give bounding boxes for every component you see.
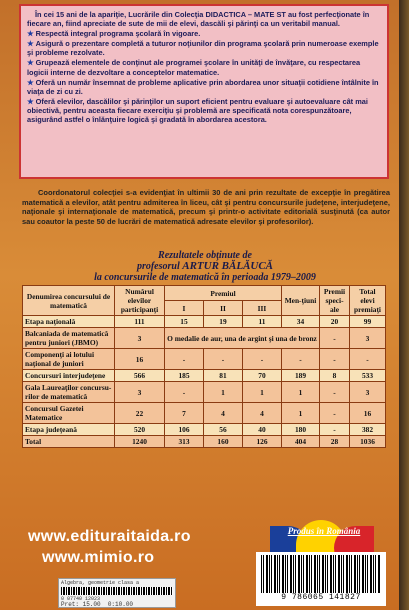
author-name: ARTUR BĂLĂUCĂ (182, 260, 274, 272)
features-box (19, 4, 389, 179)
feature-item: ★ Respectă integral programa şcolară în vigoare. (27, 29, 201, 39)
features-intro: În cei 15 ani de la apariţie, Lucrările din Colecţia DIDACTICA – MATE ST au fost perfecţionate în fiecare an, fiind apreciate de sute de mii de elevi, dascăli şi părinţi ca un veritabil manual. (27, 10, 370, 29)
sticker-barcode (61, 587, 173, 595)
results-table (22, 285, 386, 448)
table-row: Gala Laureaţilor concursu-rilor de matematică 3 - 1 1 1 - 3 (23, 382, 386, 403)
header-mention: Men-ţiuni (282, 286, 320, 316)
table-row: Concursul Gazetei Matematice 22 7 4 4 1 - 16 (23, 403, 386, 424)
results-heading (20, 250, 390, 283)
header-total: Total elevi premiaţi (350, 286, 386, 316)
made-in-romania-label: Produs în România (287, 526, 361, 536)
table-row-total: Total 1240 313 160 126 404 28 1036 (23, 436, 386, 448)
header-special: Premii speci-ale (320, 286, 350, 316)
feature-item: ★ Oferă un număr însemnat de probleme aplicative prin abordarea unor situaţii cotidiene întâlnite în viaţa de zi cu zi. (27, 77, 379, 96)
feature-item: ★ Grupează elementele de conţinut ale programei şcolare în unităţi de învăţare, cu respectarea logicii interne de dezvoltare a conceptelor matematice. (27, 58, 361, 77)
header-name: Denumirea concursului de matematică (23, 286, 115, 316)
table-row: Concursuri interjudeţene 566 185 81 70 189 8 533 (23, 370, 386, 382)
results-line3: la concursurile de matematică în perioada 1979–2009 (94, 272, 316, 283)
star-icon: ★ (27, 96, 34, 106)
feature-item: ★ Asigură o prezentare completă a tuturor noţiunilor din programa şcolară prin numeroase exemple şi probleme rezolvate. (27, 39, 379, 58)
header-p3: III (242, 301, 281, 316)
sticker-title: Algebra, geometrie clasa a (61, 580, 140, 586)
website-link-mimio: www.mimio.ro (42, 549, 155, 566)
star-icon: ★ (27, 58, 34, 68)
barcode-bars (261, 555, 381, 593)
coordinator-paragraph: Coordonatorul colecţiei s-a evidenţiat în ultimii 30 de ani prin rezultate de excepţie în pregătirea matematică a elevilor, atât pentru admiterea în liceu, cât şi pentru concursurile judeţene, interjudeţene, naţionale şi internaţionale de matematică, precum şi printr-o activitate editorială susţinută (ca autor sau coautor la peste 50 de lucrări de matematică adresate elevilor şi profesorilor). (22, 188, 390, 226)
isbn-barcode (256, 552, 386, 606)
price-sticker (58, 578, 176, 608)
star-icon: ★ (27, 29, 34, 39)
header-students: Numărul elevilor participanţi (115, 286, 165, 316)
star-icon: ★ (27, 77, 34, 87)
results-line1: Rezultatele obţinute de (158, 250, 252, 261)
star-icon: ★ (27, 39, 34, 49)
book-spine-edge (399, 0, 409, 610)
feature-item: ★ Oferă elevilor, dascălilor şi părinţilor un suport eficient pentru evaluare şi autoevaluare cât mai obiectivă, pentru aceasta fiecare exerciţiu şi problemă are specificată nota corespunzătoare, asigurând astfel o înlănţuire logică şi gradată în abordarea acestora. (27, 96, 368, 125)
sticker-code: 0 07740 12023 (61, 596, 101, 602)
isbn-number: 9 786065 141827 (281, 593, 361, 602)
table-row: Etapa judeţeană 520 106 56 40 180 - 382 (23, 424, 386, 436)
website-link-itaida: www.edituraitaida.ro (28, 528, 191, 545)
header-p2: II (203, 301, 242, 316)
table-row: Componenţi ai lotului naţional de juniori 16 - - - - - - (23, 349, 386, 370)
header-p1: I (165, 301, 204, 316)
table-row: Etapa naţională 111 15 19 11 34 20 99 (23, 316, 386, 328)
table-row: Balcaniada de matematică pentru juniori (JBMO) 3 O medalie de aur, una de argint şi una de bronz - 3 (23, 328, 386, 349)
sticker-price: Pret: 15.00 0:10.00 (61, 601, 134, 608)
header-prize: Premiul (165, 286, 282, 301)
results-line2: profesorul ARTUR BĂLĂUCĂ (136, 260, 274, 272)
